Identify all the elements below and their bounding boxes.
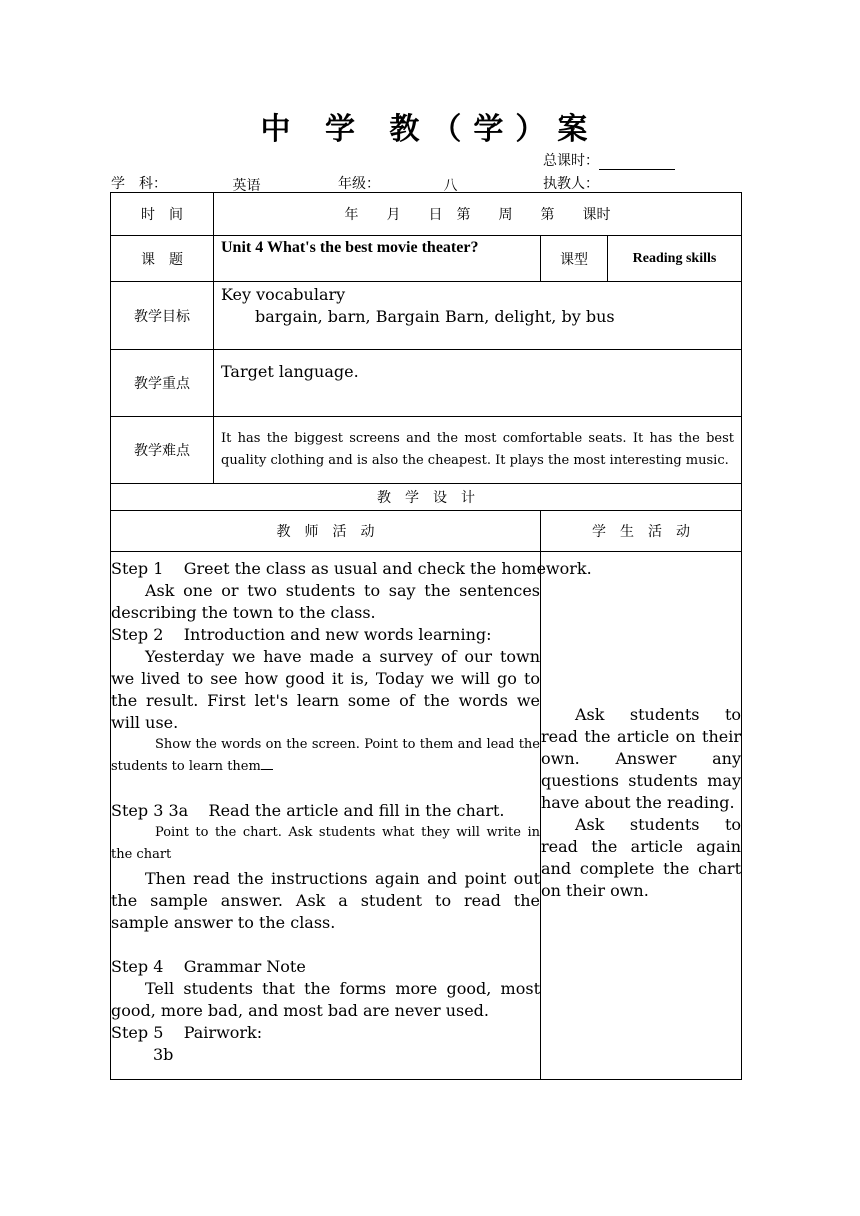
step-5: Step 5 Pairwork:: [111, 1023, 263, 1042]
difficult-value: It has the biggest screens and the most comfortable seats. It has the best quality clothing and is also the cheapest. It plays the most interesting music.: [214, 417, 742, 484]
teacher-field: [543, 173, 681, 193]
time-value: 年 月 日 第 周 第 课时: [214, 193, 742, 236]
design-row: [111, 484, 742, 511]
key-value: Target language.: [214, 350, 742, 417]
student-activity-label: 学 生 活 动: [541, 511, 742, 552]
step-2-note: [111, 734, 540, 778]
topic-row: [111, 236, 742, 282]
step-4-detail: Tell students that the forms more good, most good, more bad, and most bad are never used.: [111, 979, 540, 1020]
step-2: Step 2 Introduction and new words learning:: [111, 625, 492, 644]
teacher-activity-cell: [111, 552, 592, 1080]
teacher-label: 执教人：: [543, 176, 599, 192]
time-label: 时 间: [111, 193, 214, 236]
goal-label: 教学目标: [111, 282, 214, 350]
underline-mark: [261, 757, 273, 770]
step-1-detail: Ask one or two students to say the sentences describing the town to the class.: [111, 581, 540, 622]
grade-field: [338, 173, 510, 193]
goal-cell: [214, 282, 742, 350]
total-hours: [543, 150, 675, 170]
key-row: [111, 350, 742, 417]
lesson-plan-table: [110, 192, 742, 1080]
total-hours-value: [599, 152, 675, 170]
grade-value: 八: [390, 175, 510, 193]
step-3: Step 3 3a Read the article and fill in the chart.: [111, 801, 505, 820]
document-title: 中 学 教（学）案: [260, 112, 600, 147]
teacher-activity-label: 教 师 活 动: [111, 511, 541, 552]
step-2-note-text: Show the words on the screen. Point to them and lead the students to learn them: [111, 737, 540, 774]
goal-row: [111, 282, 742, 350]
step-2-detail: Yesterday we have made a survey of our town we lived to see how good it is, Today we will go to the result. First let's learn some of the words we will use.: [111, 647, 540, 732]
design-label: 教 学 设 计: [111, 484, 742, 511]
difficult-label: 教学难点: [111, 417, 214, 484]
spacer: [111, 778, 540, 800]
difficult-row: [111, 417, 742, 484]
subject-label: 学 科：: [111, 176, 167, 192]
step-3-note: Point to the chart. Ask students what they will write in the chart: [111, 825, 540, 862]
step-1: Step 1 Greet the class as usual and check the homework.: [111, 559, 592, 578]
teacher-value: [599, 175, 681, 193]
time-row: [111, 193, 742, 236]
type-value: Reading skills: [608, 236, 742, 282]
topic-value: Unit 4 What's the best movie theater?: [214, 236, 541, 282]
step-3-detail: Then read the instructions again and point out the sample answer. Ask a student to read the sample answer to the class.: [111, 869, 540, 932]
key-label: 教学重点: [111, 350, 214, 417]
total-hours-label: 总课时：: [543, 153, 599, 169]
student-step-2: Ask students to read the article again and complete the chart on their own.: [541, 815, 741, 900]
subject-field: [111, 173, 311, 193]
type-label: 课型: [541, 236, 608, 282]
activity-content-row: [111, 552, 742, 1080]
goal-line-1: Key vocabulary: [221, 285, 346, 304]
grade-label: 年级：: [338, 176, 380, 192]
student-activity-cell: [541, 552, 742, 1080]
step-5-detail: 3b: [153, 1045, 174, 1064]
subject-value: 英语: [181, 175, 311, 193]
spacer: [111, 934, 540, 956]
topic-label: 课 题: [111, 236, 214, 282]
student-step-1: Ask students to read the article on their own. Answer any questions students may have about the reading.: [541, 705, 741, 812]
step-4: Step 4 Grammar Note: [111, 957, 306, 976]
goal-line-2: bargain, barn, Bargain Barn, delight, by bus: [255, 307, 615, 326]
activity-header-row: [111, 511, 742, 552]
